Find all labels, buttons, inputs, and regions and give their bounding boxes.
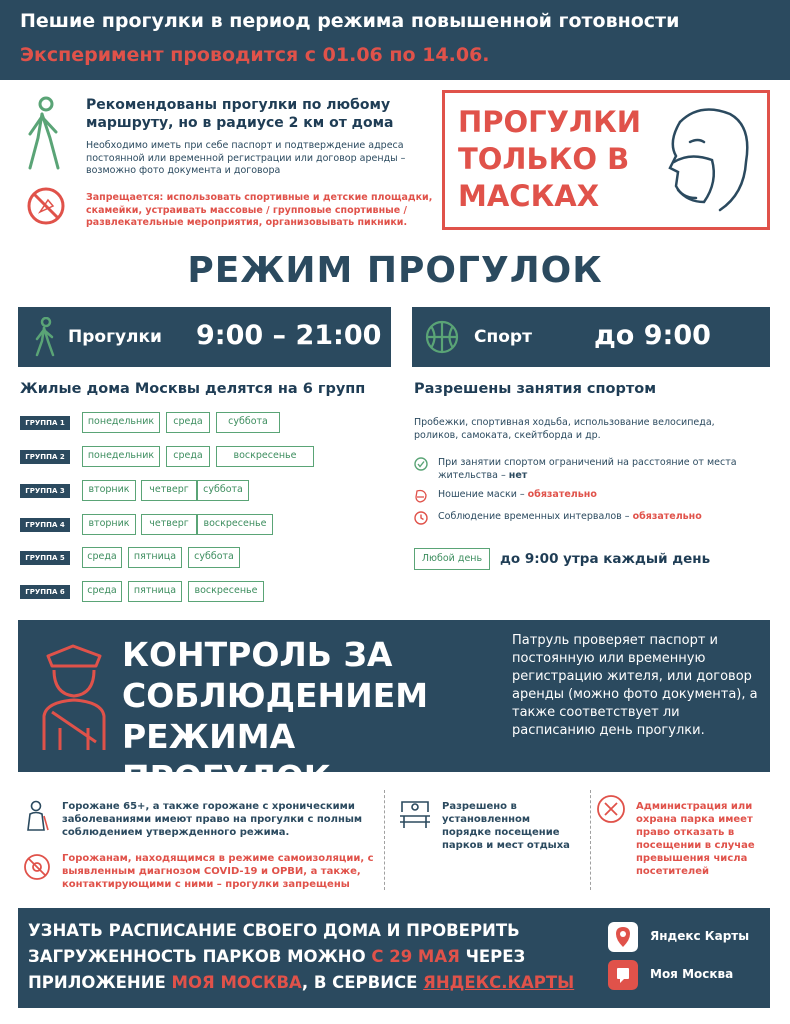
weekday-tag: среда: [82, 547, 122, 568]
divider: [384, 790, 385, 890]
mask-face-icon: [414, 489, 428, 503]
walking-person-icon: [32, 317, 58, 357]
footer-text-part: ЧЕРЕЗ ПРИЛОЖЕНИЕ: [28, 947, 526, 992]
sport-item-text: Соблюдение временных интервалов –: [438, 511, 633, 522]
parks-info: Разрешено в установленном порядке посещение парков и мест отдыха: [442, 801, 570, 851]
weekday-tag: вторник: [82, 514, 136, 535]
group-row: [20, 581, 300, 603]
weekday-tag: среда: [166, 446, 210, 467]
group-row: [20, 412, 300, 434]
groups-title: Жилые дома Москвы делятся на 6 групп: [20, 381, 366, 397]
app-name-label: Моя Москва: [650, 967, 734, 981]
close-circle-icon: [596, 794, 626, 824]
sport-item-emph: нет: [508, 469, 528, 481]
control-section: [18, 620, 770, 797]
footer-text: [28, 918, 588, 996]
senior-info: Горожане 65+, а также горожане с хроническими заболеваниями имеют право на прогулки с полным соблюдением утвержденного режима.: [62, 801, 363, 838]
weekday-tag: четверг: [141, 480, 197, 501]
footer-text-part: УЗНАТЬ РАСПИСАНИЕ СВОЕГО ДОМА И ПРОВЕРИТЬ ЗАГРУЖЕННОСТЬ ПАРКОВ МОЖНО: [28, 921, 520, 966]
recommendation-title: Рекомендованы прогулки по любому маршруту, но в радиусе 2 км от дома: [86, 97, 394, 131]
weekday-tag: среда: [82, 581, 122, 602]
basketball-icon: [424, 319, 460, 355]
weekday-tag: воскресенье: [197, 514, 273, 535]
weekday-tag: понедельник: [82, 412, 160, 433]
sport-item-emph: обязательно: [632, 511, 702, 522]
footer-service-link[interactable]: ЯНДЕКС.КАРТЫ: [423, 973, 575, 992]
sport-time: до 9:00: [594, 320, 711, 351]
group-label: ГРУППА 3: [20, 484, 70, 498]
group-row: [20, 514, 300, 536]
footer-banner: [18, 908, 770, 1008]
mask-notice-text: ПРОГУЛКИ ТОЛЬКО В МАСКАХ: [458, 105, 642, 213]
weekday-tag: суббота: [216, 412, 280, 433]
walk-time: 9:00 – 21:00: [196, 320, 382, 351]
any-day-tag: Любой день: [414, 548, 490, 570]
footer-date: С 29 МАЯ: [371, 947, 460, 966]
sport-item-text: Ношение маски –: [438, 489, 528, 500]
weekday-tag: понедельник: [82, 446, 160, 467]
moya-moskva-icon: [608, 960, 638, 990]
no-virus-icon: [22, 852, 52, 882]
sport-title: Разрешены занятия спортом: [414, 381, 657, 397]
sport-description: Пробежки, спортивная ходьба, использование велосипеда, роликов, самоката, скейтборда и др.: [414, 417, 715, 441]
weekday-tag: среда: [166, 412, 210, 433]
group-row: [20, 480, 300, 502]
group-label: ГРУППА 6: [20, 585, 70, 599]
any-day-text: до 9:00 утра каждый день: [500, 551, 711, 567]
clock-icon: [414, 511, 428, 525]
sport-item-emph: обязательно: [527, 489, 597, 500]
isolation-info: Горожанам, находящимся в режиме самоизоляции, с выявленным диагнозом COVID-19 и ОРВИ, а также, контактирующими с ними – прогулки запрещены: [62, 853, 374, 890]
sport-item-text: При занятии спортом ограничений на расстояние от места жительства –: [438, 457, 737, 481]
page-title: Пешие прогулки в период режима повышенной готовности: [20, 10, 680, 32]
admin-info: Администрация или охрана парка имеет право отказать в посещении в случае превышения числа посетителей: [636, 801, 755, 877]
forbidden-text: Запрещается: использовать спортивные и детские площадки, скамейки, устраивать массовые / групповые спортивные / развлекательные мероприятия, организовывать пикники.: [86, 192, 433, 228]
weekday-tag: суббота: [188, 547, 240, 568]
sport-hours-bar: [412, 307, 770, 367]
group-label: ГРУППА 2: [20, 450, 70, 464]
group-row: [20, 547, 300, 569]
sport-label: Спорт: [474, 327, 532, 347]
weekday-tag: суббота: [197, 480, 249, 501]
walking-person-icon: [22, 96, 66, 172]
weekday-tag: пятница: [128, 547, 182, 568]
senior-icon: [22, 800, 52, 832]
group-label: ГРУППА 5: [20, 551, 70, 565]
footer-app-name: МОЯ МОСКВА: [171, 973, 302, 992]
page-subtitle: Эксперимент проводится с 01.06 по 14.06.: [20, 44, 490, 66]
masked-face-icon: [660, 102, 760, 222]
chat-bubble-icon: [608, 960, 638, 990]
walk-hours-bar: [18, 307, 391, 367]
check-circle-icon: [414, 457, 428, 471]
weekday-tag: пятница: [128, 581, 182, 602]
group-label: ГРУППА 1: [20, 416, 70, 430]
weekday-tag: четверг: [141, 514, 197, 535]
yandex-maps-app[interactable]: [608, 922, 768, 952]
divider: [590, 790, 591, 890]
control-text: Патруль проверяет паспорт и постоянную или временную регистрацию жителя, или договор аренды (можно фото документа), а также соответствует ли расписанию день прогулки.: [512, 633, 758, 738]
walk-label: Прогулки: [68, 327, 162, 347]
group-label: ГРУППА 4: [20, 518, 70, 532]
yandex-maps-icon: [608, 922, 638, 952]
park-bench-icon: [398, 798, 432, 832]
recommendation-text: Необходимо иметь при себе паспорт и подтверждение адреса постоянной или временной регистрации или договор аренды – возможно фото документа и договора: [86, 140, 406, 176]
police-officer-icon: [38, 642, 108, 752]
weekday-tag: воскресенье: [216, 446, 314, 467]
moya-moskva-app[interactable]: [608, 960, 768, 990]
weekday-tag: воскресенье: [188, 581, 264, 602]
control-title: КОНТРОЛЬ ЗА СОБЛЮДЕНИЕМ РЕЖИМА ПРОГУЛОК: [122, 635, 429, 797]
footer-text-part: , В СЕРВИСЕ: [301, 973, 424, 992]
weekday-tag: вторник: [82, 480, 136, 501]
map-pin-icon: [608, 922, 638, 952]
forbidden-icon: [26, 186, 66, 226]
regime-title: РЕЖИМ ПРОГУЛОК: [187, 250, 603, 291]
group-row: [20, 446, 300, 468]
app-name-label: Яндекс Карты: [650, 929, 750, 943]
